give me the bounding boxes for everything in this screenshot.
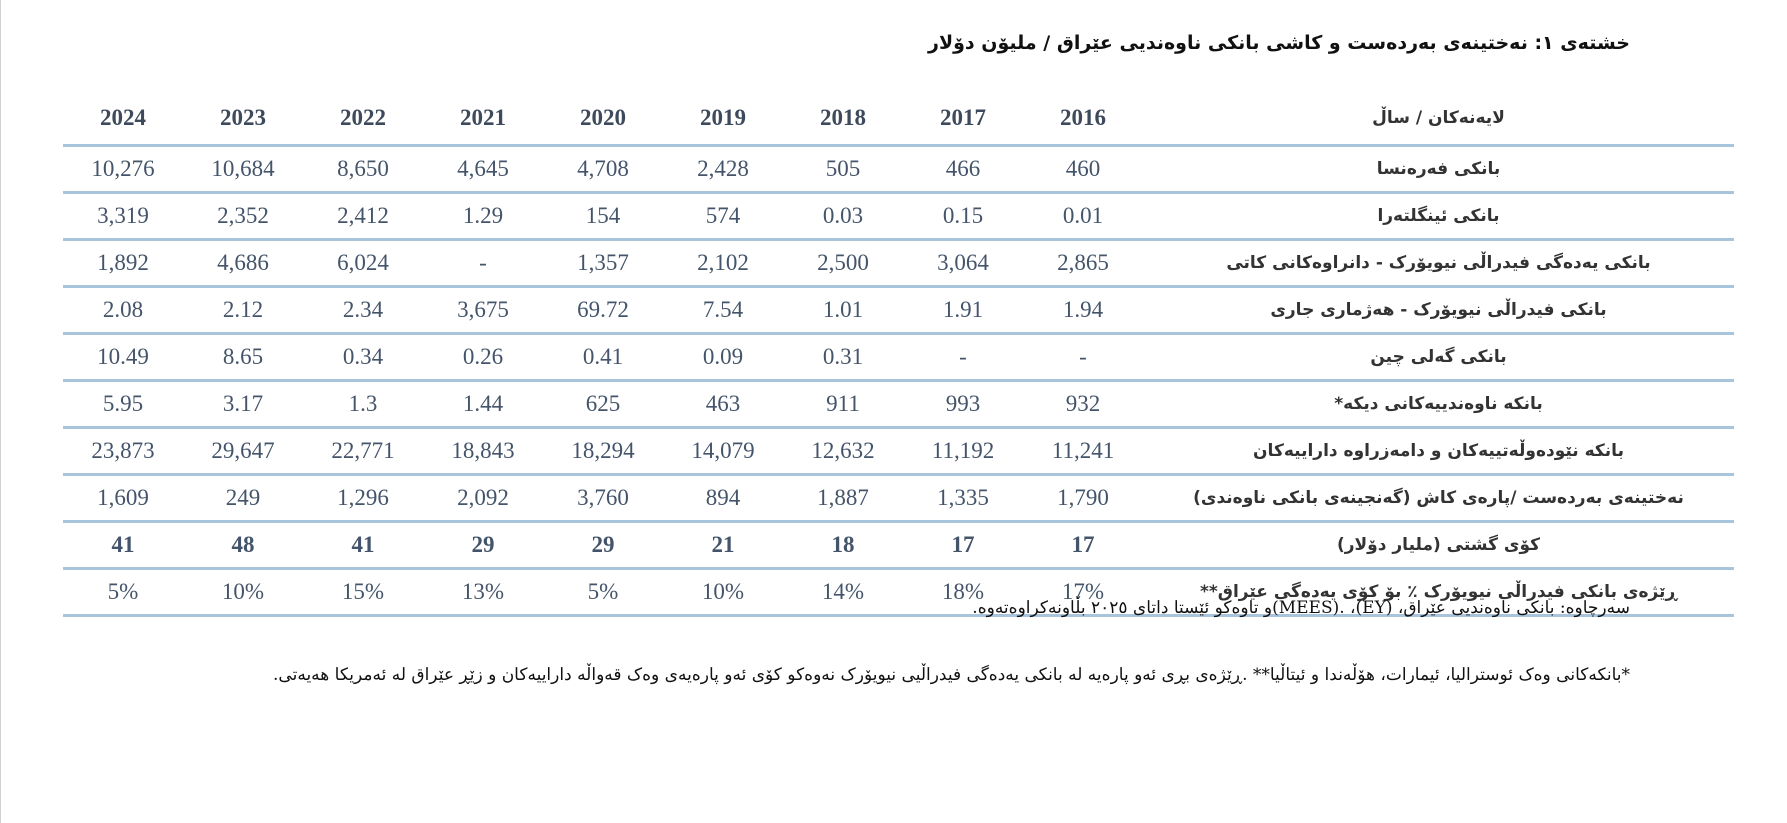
table-cell: - <box>959 344 967 369</box>
table-cell: 3,319 <box>97 203 149 228</box>
table-cell: 2,500 <box>817 250 869 275</box>
table-cell: 0.01 <box>1062 203 1104 228</box>
table-row <box>63 522 1734 569</box>
table-cell: 2,865 <box>1057 250 1109 275</box>
footnote: *بانکەکانی وەک ئوسترالیا، ئیمارات، هۆڵەندا و ئیتاڵیا** .ڕێژەی بڕی ئەو پارەیە لە بانکی یەدەگی فیدراڵیی نیویۆرک نەوەکو کۆی ئەو پارەیەی وەک قەواڵە داراییەکان و زێڕ عێراق لە ئەمریکا هەیەتی. <box>273 665 1630 685</box>
table-cell: 41 <box>351 532 375 557</box>
table-cell: 3.17 <box>222 391 264 416</box>
table-cell: 2,102 <box>697 250 749 275</box>
table-cell: 911 <box>826 391 860 416</box>
table-cell: 18 <box>831 532 855 557</box>
table-cell: 1,887 <box>817 485 869 510</box>
row-label: کۆی گشتی (ملیار دۆلار) <box>1336 535 1541 555</box>
table-cell: 18,294 <box>571 438 635 463</box>
table-cell: 0.31 <box>822 344 864 369</box>
table-cell: 0.34 <box>342 344 384 369</box>
table-cell: 2,412 <box>337 203 389 228</box>
table-cell: 69.72 <box>577 297 629 322</box>
table-cell: 3,064 <box>937 250 989 275</box>
row-label: بانکە نێودەوڵەتییەکان و دامەزراوە داراییەکان <box>1253 441 1624 461</box>
table-cell: 15% <box>341 579 385 604</box>
table-cell: - <box>479 250 487 275</box>
table-cell: 10,276 <box>91 156 155 181</box>
table-row <box>63 334 1734 381</box>
table-cell: 0.15 <box>942 203 984 228</box>
year-header: 2022 <box>340 105 386 130</box>
table-cell: 463 <box>705 391 741 416</box>
table-cell: 10% <box>221 579 265 604</box>
table-cell: 1,357 <box>577 250 629 275</box>
table-cell: 18,843 <box>451 438 515 463</box>
table-cell: 1.91 <box>942 297 984 322</box>
table-cell: 41 <box>111 532 135 557</box>
table-cell: 894 <box>705 485 741 510</box>
table-cell: 48 <box>231 532 255 557</box>
table-cell: 2,352 <box>217 203 269 228</box>
table-row <box>63 240 1734 287</box>
table-cell: 460 <box>1065 156 1101 181</box>
year-header: 2023 <box>220 105 266 130</box>
table-cell: 5.95 <box>102 391 144 416</box>
table-cell: 17% <box>1061 579 1105 604</box>
table-cell: 12,632 <box>811 438 875 463</box>
year-header: 2017 <box>940 105 986 130</box>
year-header: 2021 <box>460 105 506 130</box>
table-cell: 5% <box>587 579 619 604</box>
table-cell: 0.26 <box>462 344 504 369</box>
row-label: بانکە ناوەندییەکانی دیکە* <box>1334 394 1543 414</box>
year-header: 2016 <box>1060 105 1106 130</box>
table-cell: 625 <box>585 391 621 416</box>
table-cell: 1.01 <box>822 297 864 322</box>
table-cell: 1.29 <box>462 203 504 228</box>
table-cell: 0.41 <box>582 344 624 369</box>
table-title: خشتەی ١: نەختینەی بەردەست و کاشی بانکی ناوەندیی عێراق / ملیۆن دۆلار <box>928 32 1630 54</box>
table-row <box>63 193 1734 240</box>
table-cell: 1,892 <box>97 250 149 275</box>
reserves-table <box>63 92 1734 617</box>
table-cell: 4,645 <box>457 156 509 181</box>
table-cell: 574 <box>705 203 741 228</box>
table-cell: 6,024 <box>337 250 389 275</box>
table-cell: 1.44 <box>462 391 504 416</box>
table-cell: 29 <box>591 532 615 557</box>
table-header-row <box>63 92 1734 146</box>
table-cell: 249 <box>225 485 261 510</box>
table-cell: 3,760 <box>577 485 629 510</box>
year-header: 2019 <box>700 105 746 130</box>
table-cell: 22,771 <box>331 438 395 463</box>
table-cell: 10% <box>701 579 745 604</box>
row-label: بانکی یەدەگی فیدراڵی نیویۆرک - دانراوەکانی کاتی <box>1226 253 1651 273</box>
header-label: لایەنەکان / ساڵ <box>1372 108 1505 128</box>
table-row <box>63 475 1734 522</box>
table-cell: 1,609 <box>97 485 149 510</box>
table-row <box>63 428 1734 475</box>
table-cell: 2,092 <box>457 485 509 510</box>
table-cell: 2.12 <box>222 297 264 322</box>
table-cell: 10,684 <box>211 156 275 181</box>
table-row <box>63 287 1734 334</box>
year-header: 2018 <box>820 105 866 130</box>
table-cell: 17 <box>1071 532 1095 557</box>
table-cell: 13% <box>461 579 505 604</box>
table-cell: 154 <box>585 203 621 228</box>
table-row <box>63 381 1734 428</box>
table-cell: 993 <box>945 391 981 416</box>
table-cell: - <box>1079 344 1087 369</box>
table-cell: 1,790 <box>1057 485 1109 510</box>
table-cell: 7.54 <box>702 297 744 322</box>
table-cell: 466 <box>945 156 981 181</box>
table-cell: 1.3 <box>348 391 378 416</box>
table-cell: 505 <box>825 156 861 181</box>
table-cell: 21 <box>711 532 735 557</box>
year-header: 2020 <box>580 105 626 130</box>
table-cell: 5% <box>107 579 139 604</box>
year-header: 2024 <box>100 105 146 130</box>
table-cell: 1,296 <box>337 485 389 510</box>
row-label: بانکی ئینگلتەرا <box>1377 206 1500 226</box>
table-cell: 29 <box>471 532 495 557</box>
table-cell: 11,241 <box>1051 438 1115 463</box>
table-cell: 29,647 <box>211 438 275 463</box>
table-cell: 4,708 <box>577 156 629 181</box>
table-cell: 0.09 <box>702 344 744 369</box>
row-label: ڕێژەی بانکی فیدراڵی نیویۆرک ٪ بۆ کۆی یەدەگی عێراق** <box>1199 582 1678 602</box>
source-note: سەرچاوە: بانکی ناوەندیی عێراق، (EY)، .(MEES)و تاوەکو ئێستا داتای ٢٠٢٥ بڵاونەکراوەتەوە. <box>972 598 1630 618</box>
table-cell: 2.34 <box>342 297 384 322</box>
table-cell: 2.08 <box>102 297 144 322</box>
table-cell: 1,335 <box>937 485 989 510</box>
table-cell: 10.49 <box>97 344 149 369</box>
table-cell: 11,192 <box>931 438 995 463</box>
table-cell: 1.94 <box>1062 297 1104 322</box>
table-cell: 8.65 <box>222 344 264 369</box>
row-label: بانکی گەلی چین <box>1370 347 1507 367</box>
table-cell: 4,686 <box>217 250 269 275</box>
row-label: نەختینەی بەردەست /پارەی کاش (گەنجینەی بانکی ناوەندی) <box>1193 488 1684 508</box>
table-cell: 3,675 <box>457 297 509 322</box>
row-label: بانکی فەرەنسا <box>1376 159 1501 179</box>
table-cell: 8,650 <box>337 156 389 181</box>
table-cell: 0.03 <box>822 203 864 228</box>
table-cell: 2,428 <box>697 156 749 181</box>
table-cell: 17 <box>951 532 975 557</box>
row-label: بانکی فیدراڵی نیویۆرک - هەژماری جاری <box>1270 300 1607 320</box>
table-cell: 14% <box>821 579 865 604</box>
table-row <box>63 146 1734 193</box>
table-cell: 932 <box>1065 391 1101 416</box>
table-cell: 18% <box>941 579 985 604</box>
table-cell: 23,873 <box>91 438 155 463</box>
table-cell: 14,079 <box>691 438 755 463</box>
